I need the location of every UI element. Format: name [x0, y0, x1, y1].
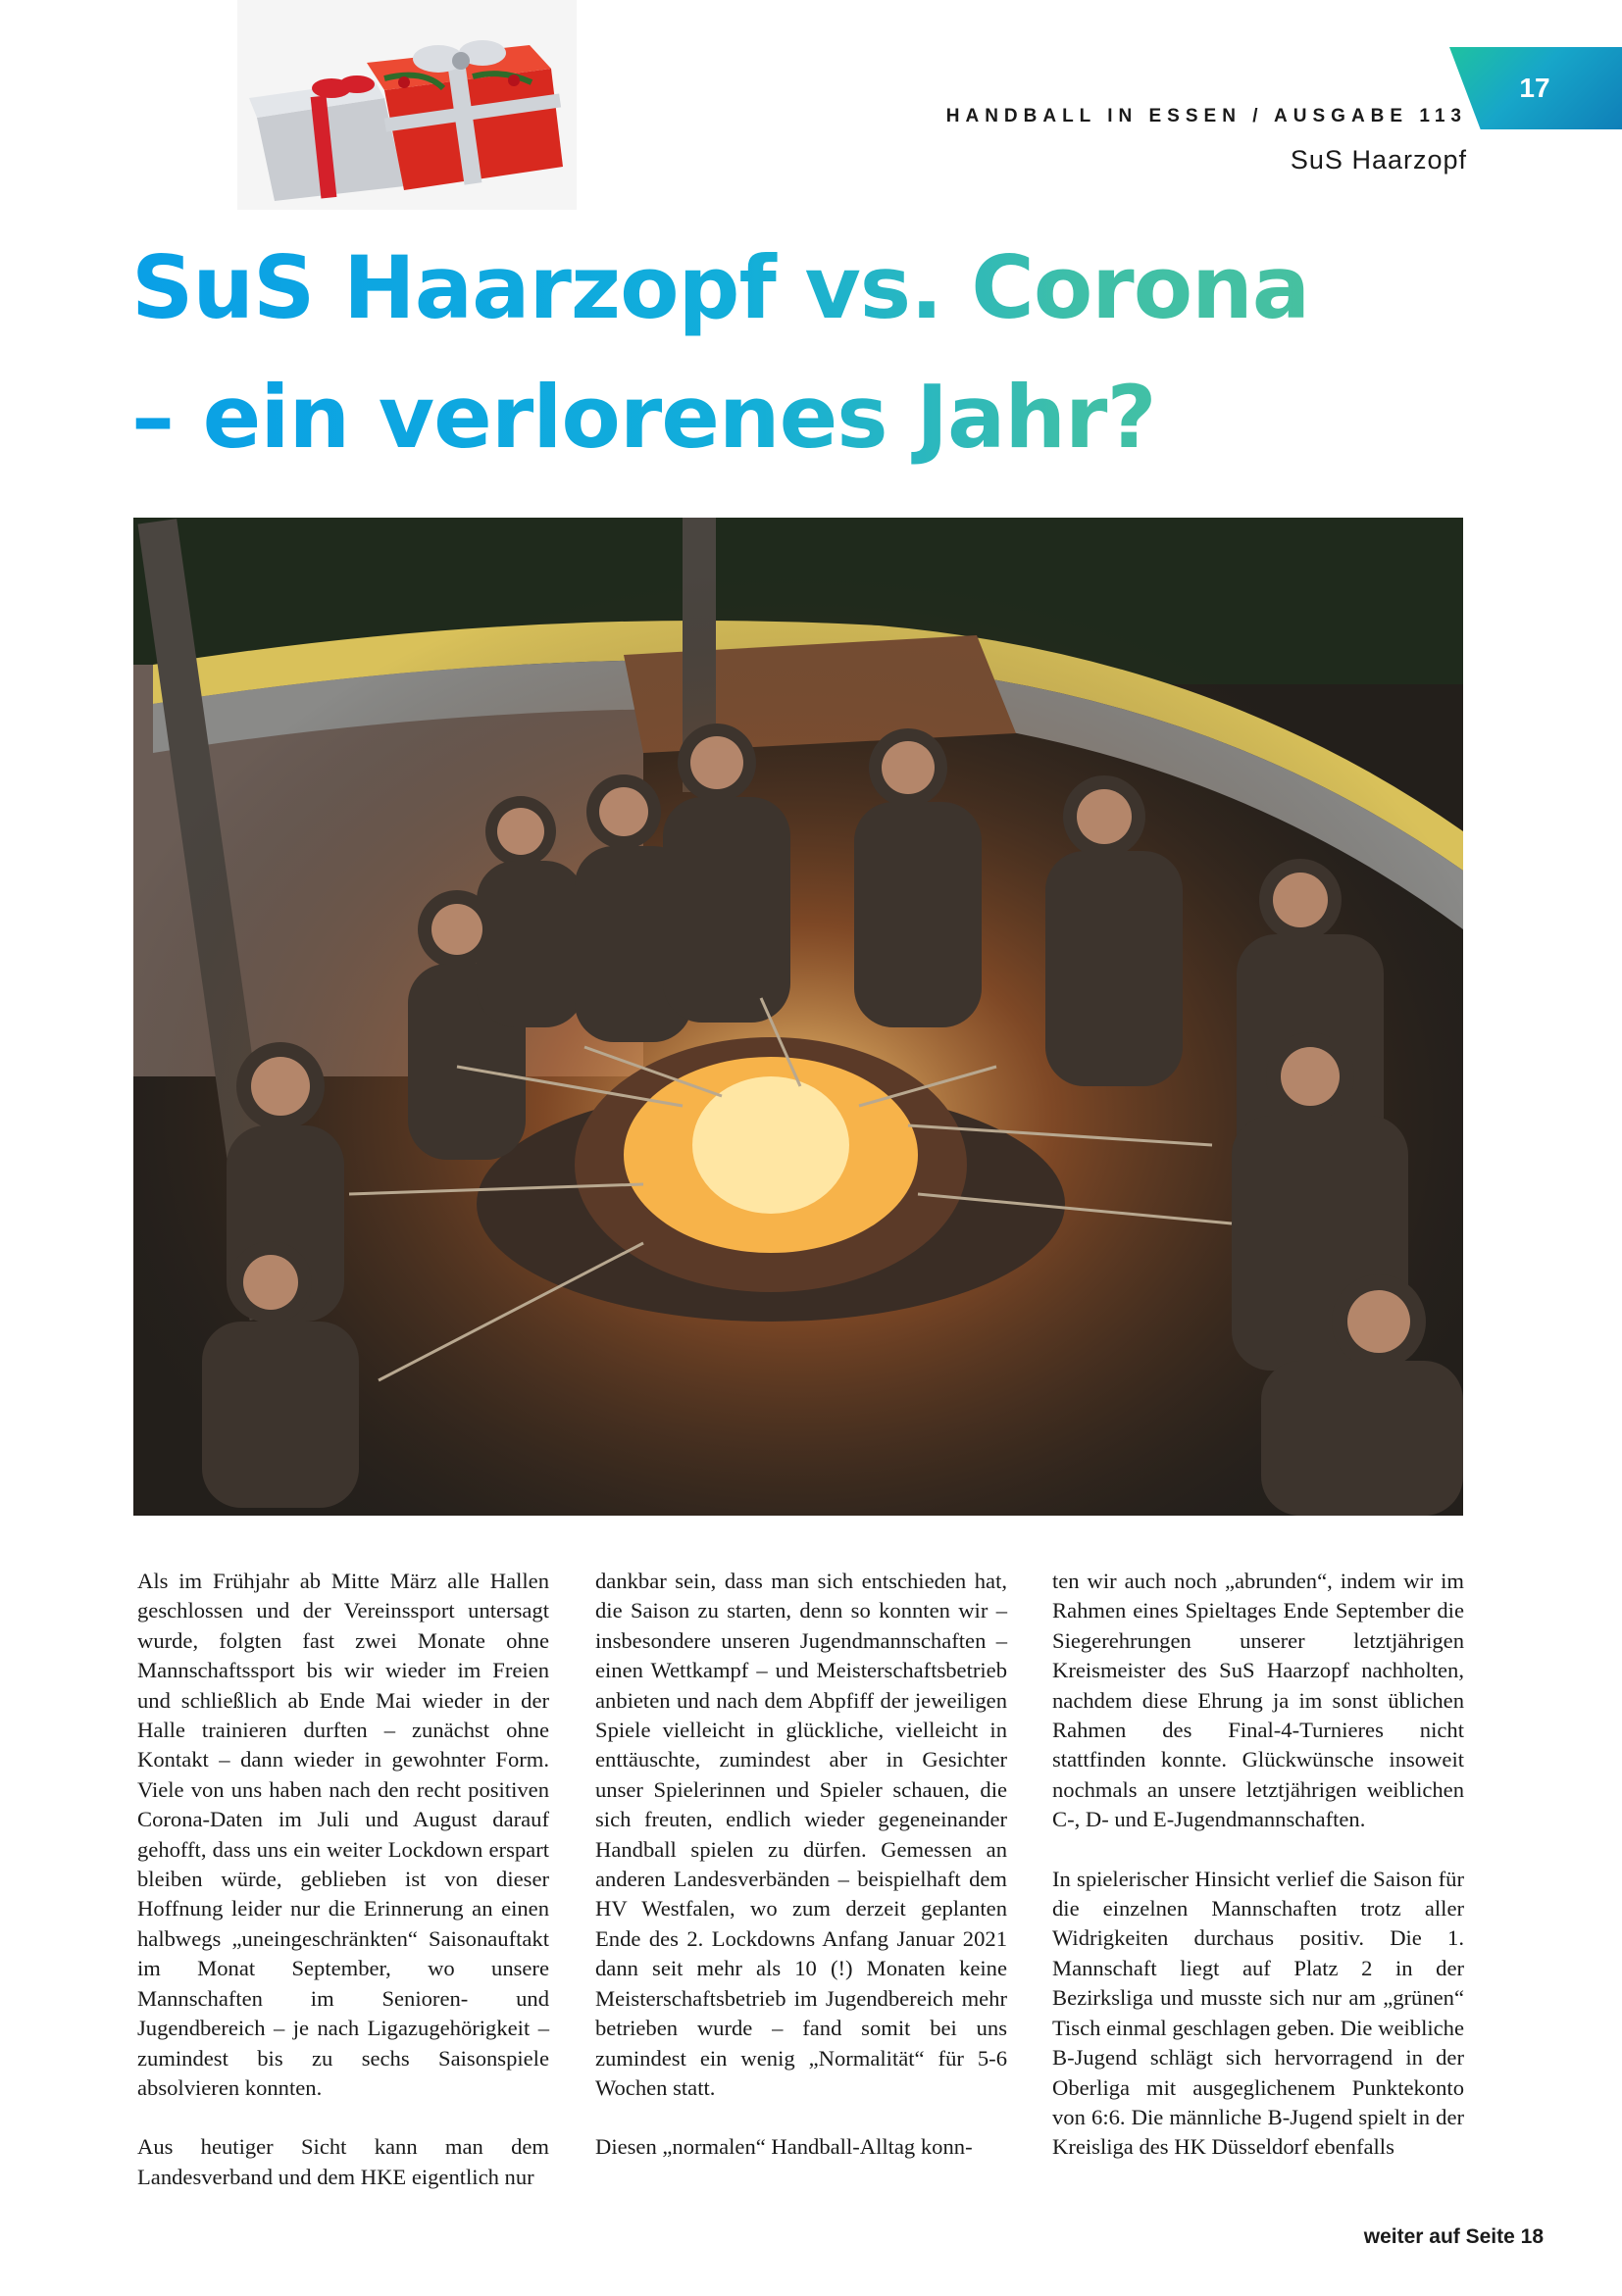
article-paragraph: Als im Frühjahr ab Mitte März alle Hallen geschlossen und der Vereinssport untersagt wurde, folgten fast zwei Monate ohne Mannschaftssport bis wir wieder im Freien und schließlich ab Ende Mai wieder in der Halle trainieren durften – zunächst ohne Kontakt – dann wieder in gewohnter Form. Viele von uns haben nach den recht positiven Corona-Daten im Juli und August darauf gehofft, dass uns ein weiter Lockdown erspart bleiben würde, geblieben ist von dieser Hoffnung leider nur die Erinnerung an einen halbwegs „uneingeschränkten“ Saisonauftakt im Monat September, wo unsere Mannschaften im Senioren- und Jugendbereich – je nach Ligazugehörigkeit – zumindest bis zu sechs Saisonspiele absolvieren konnten. — [137, 1569, 549, 2100]
magazine-issue-line: HANDBALL IN ESSEN / AUSGABE 113 — [945, 106, 1467, 126]
article-column-2 — [595, 1567, 1007, 2223]
article-paragraph: Diesen „normalen“ Handball-Alltag konn- — [595, 2134, 973, 2160]
article-column-3 — [1052, 1567, 1464, 2223]
section-title: SuS Haarzopf — [1290, 145, 1467, 175]
article-paragraph: dankbar sein, dass man sich entschieden hat, die Saison zu starten, denn so konnten wir – insbesondere unseren Jugendmannschaften – einen Wettkampf – und Meisterschaftsbetrieb anbieten und nach dem Abpfiff der jeweiligen Spiele vielleicht in glückliche, vielleicht in enttäuschte, zumindest aber in Gesichter unser Spielerinnen und Spieler schauen, die sich freuten, endlich wieder gegeneinander Handball spielen zu dürfen. Gemessen an anderen Landesverbänden – beispielhaft dem HV Westfalen, wo zum derzeit geplanten Ende des 2. Lockdowns Anfang Januar 2021 dann seit mehr als 10 (!) Monaten keine Meisterschaftsbetrieb im Jugendbereich mehr betrieben wurde – fand somit bei uns zumindest ein wenig „Normalität“ für 5-6 Wochen statt. — [595, 1569, 1007, 2100]
article-column-1 — [137, 1567, 549, 2223]
gift-boxes-image — [237, 0, 577, 210]
article-paragraph: In spielerischer Hinsicht verlief die Saison für die einzelnen Mannschaften trotz aller Widrigkeiten durchaus positiv. Die 1. Mannschaft liegt auf Platz 2 in der Bezirksliga und musste sich nur am „grünen“ Tisch einmal geschlagen geben. Die weibliche B-Jugend schlägt sich hervorragend in der Oberliga mit ausgeglichenem Punktekonto von 6:6. Die männliche B-Jugend spielt in der Kreisliga des HK Düsseldorf ebenfalls — [1052, 1866, 1464, 2160]
headline-line-2: – ein verlorenes Jahr? — [131, 367, 1156, 468]
continued-on-page-link[interactable]: weiter auf Seite 18 — [1363, 2225, 1544, 2248]
page-number: 17 — [1519, 73, 1550, 103]
article-paragraph: ten wir auch noch „abrunden“, indem wir im Rahmen eines Spieltages Ende September die Siegerehrungen unserer letztjährigen Kreismeister des SuS Haarzopf nachholten, nachdem diese Ehrung ja im sonst üblichen Rahmen des Final-4-Turnieres nicht stattfinden konnte. Glückwünsche insoweit nochmals an unsere letztjährigen weiblichen C-, D- und E-Jugendmannschaften. — [1052, 1569, 1464, 1832]
headline-line-1: SuS Haarzopf vs. Corona — [131, 237, 1310, 338]
campfire-group-photo — [133, 518, 1463, 1516]
article-paragraph: Aus heutiger Sicht kann man dem Landesverband und dem HKE eigentlich nur — [137, 2134, 549, 2189]
article-headline — [131, 224, 1485, 482]
